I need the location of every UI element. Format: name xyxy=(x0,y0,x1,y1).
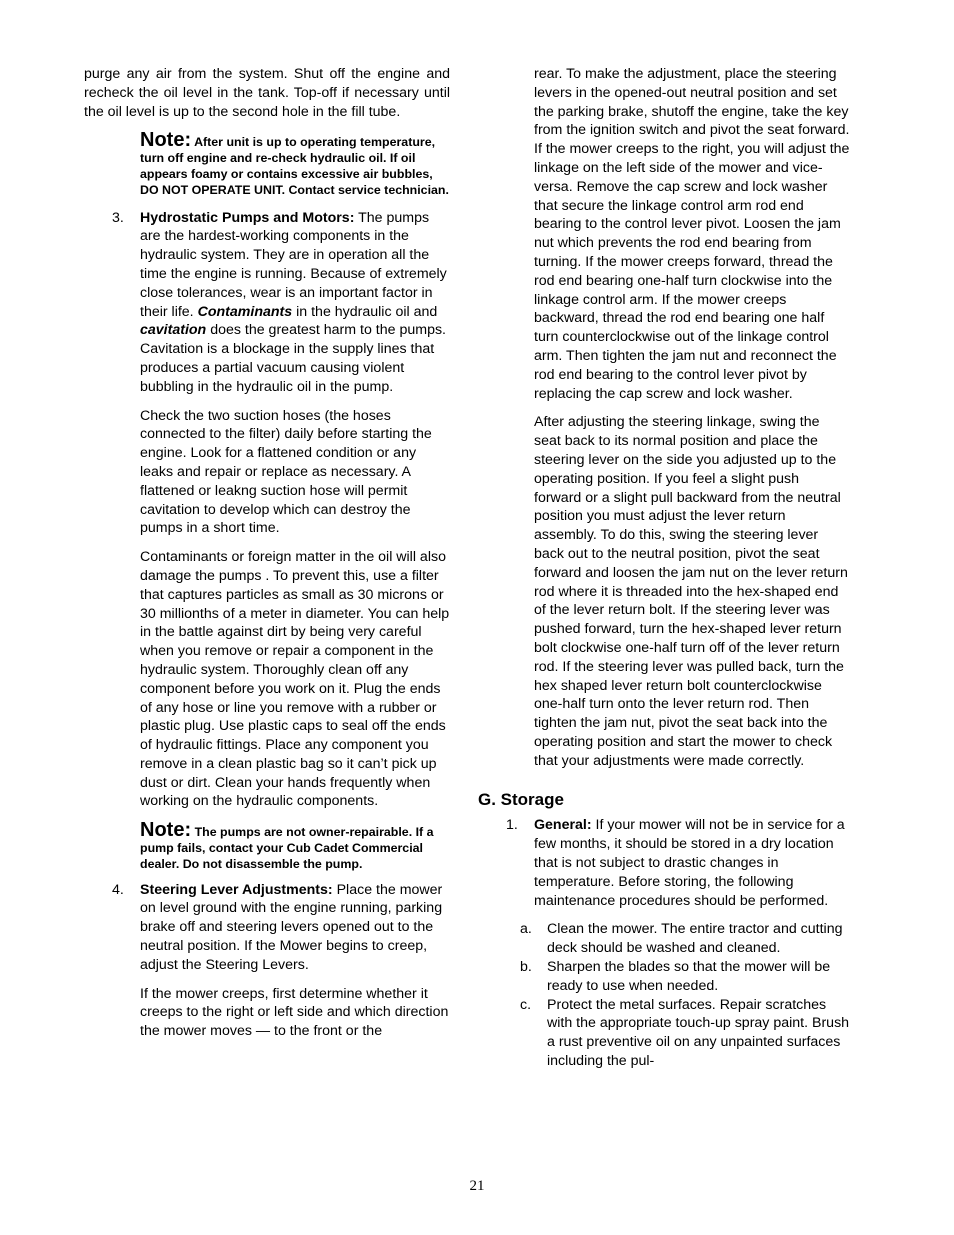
item-steering-lever xyxy=(84,881,450,975)
step-letter: b. xyxy=(520,959,532,976)
note-operating-temperature xyxy=(140,129,450,198)
note-label: Note: xyxy=(140,129,192,152)
item-number: 4. xyxy=(112,881,124,898)
note-label: Note: xyxy=(140,819,192,842)
step-letter: a. xyxy=(520,921,532,938)
storage-step-b xyxy=(478,958,850,996)
item-paragraph xyxy=(140,209,450,397)
section-heading-storage: G. Storage xyxy=(478,790,564,810)
item-text: in the hydraulic oil and xyxy=(296,303,438,320)
contaminants-paragraph: Contaminants or foreign matter in the oil will also damage the pumps . To prevent this, use a filter that captures particles as small as 30 microns or 30 millionths of a meter in diameter. You can help in the battle against dirt by being very careful when you remove or repair a component in the hydraulic system. Thoroughly clean off any component before you work on it. Plug the ends of any hose or line you remove with a rubber or plastic plug. Use plastic caps to seal off the ends of hydraulic fittings. Place any component you remove in a clean plastic bag so it can’t pick up dust or dirt. Clean your hands frequently when working on the hydraulic components. xyxy=(140,549,450,810)
storage-item-general xyxy=(478,816,850,910)
page-number: 21 xyxy=(469,1178,485,1194)
item-hydrostatic-pumps xyxy=(84,209,450,397)
suction-hoses-paragraph: Check the two suction hoses (the hoses connected to the filter) daily before starting the engine. Look for a flattened condition or any leaks and repair or replace as necessary. A flattened or leakng suction hose will permit cavitation to develop which can destroy the pumps in a short time. xyxy=(140,407,432,537)
note-text: The pumps are not owner-repairable. If a pump fails, contact your Cub Cadet Commercial dealer. Do not disassemble the pump. xyxy=(140,825,434,871)
step-text: Clean the mower. The entire tractor and cutting deck should be washed and cleaned. xyxy=(547,921,843,957)
item-title: Hydrostatic Pumps and Motors: xyxy=(140,209,355,226)
emphasis-cavitation: cavitation xyxy=(140,322,207,339)
linkage-adjustment-paragraph: rear. To make the adjustment, place the steering levers in the opened-out neutral position and set the parking brake, shutoff the engine, take the key from the ignition switch and pivot the seat forward. If the mower creeps to the right, you will adjust the linkage on the left side of the mower and vice-versa. Remove the cap screw and lock washer that secure the linkage control arm rod end bearing to the control lever pivot. Loosen the jam nut which prevents the rod end bearing from turning. If the mower creeps forward, thread the rod end bearing one-half turn clockwise into the linkage control arm. If the mower creeps backward, thread the rod end bearing one half turn counterclockwise out of the linkage control arm. Then tighten the jam nut and reconnect the rod end bearing to the control lever pivot by replacing the cap screw and lock washer. xyxy=(534,66,850,402)
item-paragraph xyxy=(140,881,450,975)
item-text: does the greatest harm to the pumps. Cavitation is a blockage in the supply lines that produces a partial vacuum causing violent bubbling in the hydraulic oil in the pump. xyxy=(140,322,446,395)
storage-step-a xyxy=(478,920,850,958)
storage-step-c xyxy=(478,996,850,1071)
item-text: If your mower will not be in service for a few months, it should be stored in a dry location that is not subject to drastic changes in temperature. Before storing, the following maintenance procedures should be performed. xyxy=(534,817,845,909)
step-letter: c. xyxy=(520,996,532,1013)
item-number: 3. xyxy=(112,209,124,226)
item-text: Place the mower on level ground with the engine running, parking brake off and steering levers opened out to the neutral position. If the Mower begins to creep, adjust the Steering Levers. xyxy=(140,881,443,973)
creep-paragraph: If the mower creeps, first determine whether it creeps to the right or left side and which direction the mower moves — to the front or the xyxy=(140,985,449,1040)
item-title: General: xyxy=(534,817,592,834)
intro-paragraph: purge any air from the system. Shut off the engine and recheck the oil level in the tank. Top-off if necessary until the oil level is up to the second hole in the fill tube. xyxy=(84,66,450,120)
item-paragraph xyxy=(534,816,850,910)
right-column xyxy=(478,65,850,1071)
step-text: Protect the metal surfaces. Repair scratches with the appropriate touch-up spray paint. Brush a rust preventive oil on any unpainted surfaces including the pul- xyxy=(547,996,850,1070)
left-column xyxy=(84,65,450,1041)
lever-return-paragraph: After adjusting the steering linkage, swing the seat back to its normal position and place the steering lever on the side you adjusted up to the operating position. If you feel a slight push forward or a slight pull backward from the neutral position you must adjust the lever return assembly. To do this, swing the steering lever back out to the neutral position, pivot the seat forward and loosen the jam nut on the lever return rod where it is threaded into the hex-shaped end of the lever return bolt. If the steering lever was pushed forward, turn the hex-shaped lever return bolt clockwise one-half turn off of the lever return rod. If the steering lever was pulled back, turn the hex shaped lever return bolt counterclockwise one-half turn onto the lever return rod. Then tighten the jam nut, pivot the seat back into the operating position and start the mower to check that your adjustments were made correctly. xyxy=(534,414,848,769)
note-pumps xyxy=(140,819,450,872)
emphasis-contaminants: Contaminants xyxy=(197,303,293,320)
item-title: Steering Lever Adjustments: xyxy=(140,881,333,898)
item-number: 1. xyxy=(506,817,518,834)
step-text: Sharpen the blades so that the mower will be ready to use when needed. xyxy=(547,959,831,994)
note-text: After unit is up to operating temperature, turn off engine and re-check hydraulic oil. If oil appears foamy or contains excessive air bubbles, DO NOT OPERATE UNIT. Contact service technician. xyxy=(140,135,449,197)
item-text: The pumps are the hardest-working components in the hydraulic system. They are in operation all the time the engine is running. Because of extremely close tolerances, wear is an important factor in their life. xyxy=(140,209,447,320)
